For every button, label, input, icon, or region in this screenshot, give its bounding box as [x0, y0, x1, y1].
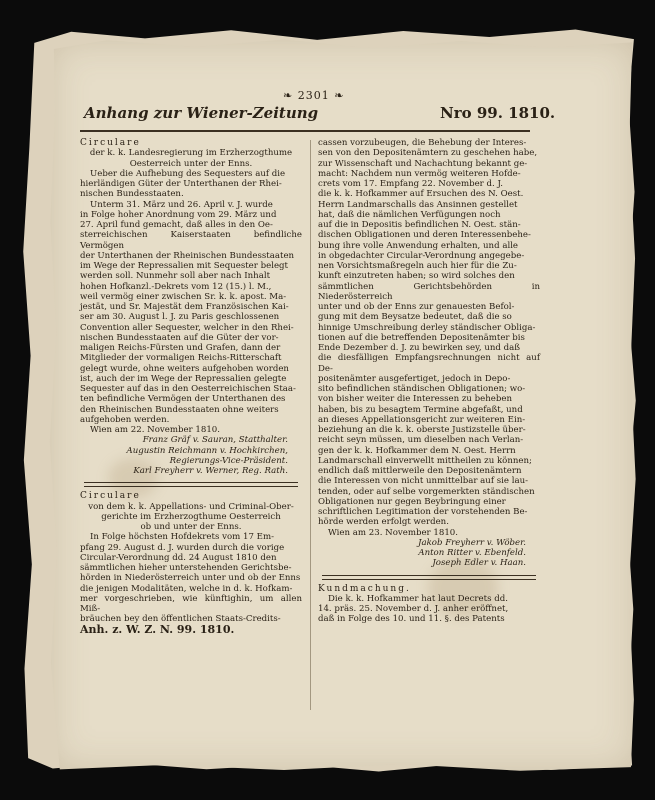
text-line: hörden in Niederösterreich unter und ob der Enns	[80, 573, 301, 584]
text-line: nen Vorsichtsmaßregeln auch hier für die Zu-	[318, 261, 517, 271]
text-line: ist, auch der im Wege der Repressalien gelegte	[80, 373, 287, 384]
date-line: Wien am 22. November 1810.	[90, 425, 220, 435]
page-footer: Anh. z. W. Z. N. 99. 1810.	[80, 622, 235, 636]
text-line: beziehung an die k. k. oberste Justizstelle über-	[318, 425, 526, 435]
text-line: Landmarschall einverwellt mittheilen zu können;	[318, 455, 532, 466]
masthead-rule	[80, 130, 530, 132]
text-line: den Rheinischen Bundesstaaten ohne weiters	[80, 404, 279, 415]
signature: Anton Ritter v. Ebenfeld.	[418, 548, 526, 558]
signature: Joseph Edler v. Haan.	[432, 558, 526, 569]
text-line: sämmtlichen hieher unterstehenden Gerichtsbe-	[80, 563, 292, 573]
text-line: die jenigen Modalitäten, welche in d. k. Hofkam-	[80, 583, 293, 594]
text-line: schriftlichen Legitimation der vorstehenden Be-	[318, 507, 528, 517]
masthead-title: Anhang zur Wiener-Zeitung	[84, 104, 319, 122]
text-line: in obgedachter Circular-Verordnung angegebe-	[318, 250, 525, 261]
text-line: auf die in Depositis befindlichen N. Oest. stän-	[318, 220, 521, 230]
text-line: nischen Bundesstaaten auf die Güter der vor-	[80, 332, 279, 343]
text-line: pfang 29. August d. J. wurden durch die vorige	[80, 542, 285, 553]
text-line: sito befindlichen ständischen Obligationen; wo-	[318, 384, 526, 394]
text-line: von bisher weiter die Interessen zu beheben	[318, 394, 513, 405]
text-line: der k. k. Landesregierung im Erzherzogthume	[89, 148, 293, 159]
text-line: sterreichischen Kaiserstaaten befindliche Vermögen	[80, 230, 302, 251]
announcement-heading: Kundmachung.	[318, 583, 411, 594]
text-line: dischen Obligationen und deren Interessenbehe-	[318, 230, 531, 241]
signature: Regierungs-Vice-Präsident.	[169, 455, 288, 466]
text-line: von dem k. k. Appellations- und Criminal-Ober-	[88, 501, 294, 512]
text-line: 27. April fund gemacht, daß alles in den Oe-	[80, 220, 273, 230]
text-line: bung ihre volle Anwendung erhalten, und alle	[318, 240, 519, 251]
text-line: Circular-Verordnung dd. 24 August 1810 den	[80, 552, 277, 563]
text-line: bräuchen bey den öffentlichen Staats-Credits-	[80, 614, 281, 625]
text-line: Oesterreich unter der Enns.	[129, 158, 253, 169]
text-line: cassen vorzubeugen, die Behebung der Interes-	[318, 138, 527, 148]
text-line: macht: Nachdem nun vermög weiteren Hofde-	[318, 168, 521, 179]
text-line: crets vom 17. Empfang 22. November d. J.	[318, 179, 503, 189]
text-line: ob und unter der Enns.	[140, 522, 242, 532]
text-line: gelegt wurde, ohne weiters aufgehoben worden	[80, 363, 289, 374]
text-line: gung mit dem Beysatze bedeutet, daß die so	[318, 312, 512, 323]
text-line: reicht seyn müssen, um dieselben nach Verlan-	[318, 435, 524, 446]
text-line: Sequester auf das in den Oesterreichischen Staa-	[80, 384, 296, 394]
text-line: werden soll. Nunmehr soll aber nach Inhalt	[80, 271, 271, 282]
text-line: Die k. k. Hofkammer hat laut Decrets dd.	[328, 593, 508, 604]
text-line: tionen auf die betreffenden Depositenämter bis	[318, 332, 525, 343]
text-line: die Interessen von nicht unmittelbar auf sie lau-	[318, 476, 529, 487]
text-line: Convention aller Sequester, welcher in den Rhei-	[80, 322, 294, 333]
text-line: Obligationen nur gegen Beybringung einer	[318, 496, 506, 507]
page-number: ❧ 2301 ❧	[283, 89, 345, 102]
text-line: hierländigen Güter der Unterthanen der Rhei-	[80, 179, 282, 189]
text-line: ser am 30. August l. J. zu Paris geschlossenen	[80, 312, 280, 323]
text-line: hat, daß die nämlichen Verfügungen noch	[318, 209, 501, 220]
section-separator	[322, 575, 536, 580]
right-column	[318, 138, 540, 625]
signature: Karl Freyherr v. Werner, Reg. Rath.	[133, 466, 288, 476]
masthead-issue: Nro 99. 1810.	[440, 104, 556, 122]
text-line: Unterm 31. März und 26. April v. J. wurde	[90, 199, 273, 210]
text-line: gerichte im Erzherzogthume Oesterreich	[101, 511, 281, 522]
signature: Franz Gräf v. Sauran, Statthalter.	[142, 435, 288, 446]
text-line: In Folge höchsten Hofdekrets vom 17 Em-	[90, 532, 275, 543]
text-line: ten befindliche Vermögen der Unterthanen des	[80, 394, 286, 405]
text-line: hörde werden erfolgt werden.	[318, 517, 449, 528]
text-line: maligen Reichs-Fürsten und Grafen, dann der	[80, 343, 281, 353]
left-column	[80, 138, 302, 635]
text-line: der Unterthanen der Rheinischen Bundesstaaten	[80, 250, 295, 261]
masthead	[80, 104, 556, 128]
text-line: hohen Hofkanzl.-Dekrets vom 12 (15.) l. M.,	[80, 281, 272, 292]
section-separator	[84, 482, 298, 487]
circular-1-heading: Circulare	[80, 138, 141, 148]
text-line: Mitglieder der vormaligen Reichs-Ritterschaft	[80, 353, 282, 364]
text-line: kunft einzutreten haben; so wird solches den	[318, 271, 515, 282]
signature: Jakob Freyherr v. Wöber.	[418, 537, 526, 548]
text-line: die diesfälligen Empfangsrechnungen nicht auf De-	[318, 353, 540, 374]
text-line: 14. präs. 25. November d. J. anher eröffnet,	[318, 604, 509, 614]
text-line: mer vorgeschrieben, wie künftighin, um allen Miß-	[80, 593, 302, 614]
text-line: endlich daß mittlerweile den Depositenämtern	[318, 466, 522, 476]
text-line: Ueber die Aufhebung des Sequesters auf die	[90, 168, 286, 179]
text-line: weil vermög einer zwischen Sr. k. k. apost. Ma-	[80, 291, 287, 302]
text-line: aufgehoben werden.	[80, 414, 170, 425]
text-line: Herrn Landmarschalls das Ansinnen gestellet	[318, 199, 518, 210]
text-line: Ende Dezember d. J. zu bewirken sey, und daß	[318, 343, 520, 353]
text-line: haben, bis zu besagtem Termine abgefaßt, und	[318, 404, 523, 415]
signature: Augustin Reichmann v. Hochkirchen,	[126, 445, 288, 456]
column-divider	[310, 140, 311, 710]
circular-2-heading: Circulare	[80, 491, 141, 502]
text-line: sen von den Depositenämtern zu geschehen habe,	[318, 148, 538, 159]
text-line: an dieses Appellationsgericht zur weiteren Ein-	[318, 414, 526, 425]
text-line: zur Wissenschaft und Nachachtung bekannt ge-	[318, 158, 528, 169]
text-line: unter und ob der Enns zur genauesten Befol-	[318, 302, 515, 312]
text-line: gen der k. k. Hofkammer dem N. Oest. Herrn	[318, 445, 516, 456]
text-line: jestät, und Sr. Majestät dem Französischen Kai-	[80, 302, 289, 312]
text-line: hinnige Umschreibung derley ständischer Obliga-	[318, 322, 536, 333]
text-line: die k. k. Hofkammer auf Ersuchen des N. Oest.	[318, 189, 524, 200]
text-line: tenden, oder auf selbe vorgemerkten ständischen	[318, 486, 535, 497]
text-line: daß in Folge des 10. und 11. §. des Patents	[318, 614, 505, 625]
text-line: sämmtlichen Gerichtsbehörden in Niederösterreich	[318, 281, 540, 302]
text-line: in Folge hoher Anordnung vom 29. März und	[80, 209, 277, 220]
text-line: im Wege der Repressalien mit Sequester belegt	[80, 261, 288, 271]
text-line: nischen Bundesstaaten.	[80, 189, 184, 200]
text-line: positenämter ausgefertiget, jedoch in Depo-	[318, 373, 511, 384]
date-line: Wien am 23. November 1810.	[328, 527, 458, 538]
